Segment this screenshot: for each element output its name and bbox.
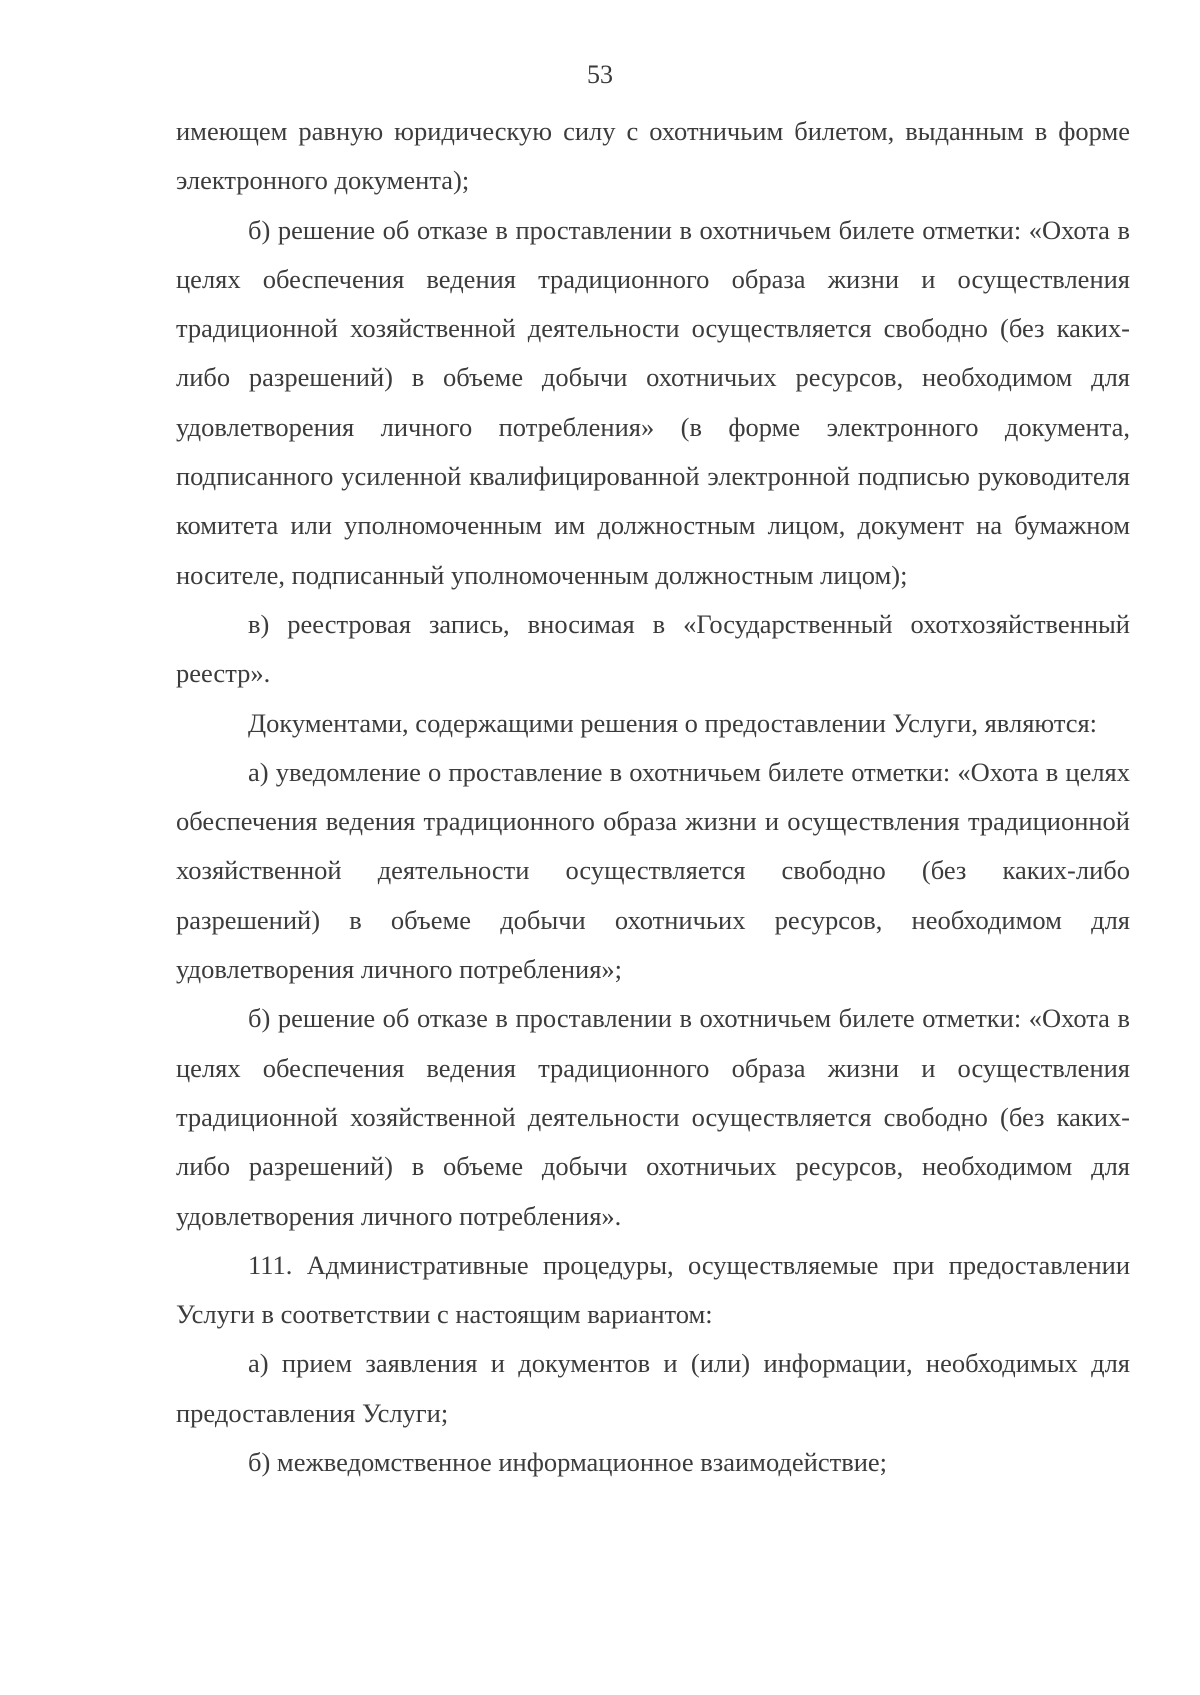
- paragraph-procedure-b: б) межведомственное информационное взаимодействие;: [248, 1447, 888, 1478]
- document-body: [176, 107, 1130, 1487]
- paragraph-continuation: имеющем равную юридическую силу с охотничьим билетом, выданным в форме электронного документа);: [176, 116, 1130, 196]
- paragraph-notification: а) уведомление о проставление в охотничьем билете отметки: «Охота в целях обеспечения ведения традиционного образа жизни и осуществления традиционной хозяйственной деятельности осуществляется свободно (без каких-либо разрешений) в объеме добычи охотничьих ресурсов, необходимом для удовлетворения личного потребления»;: [176, 756, 1130, 985]
- paragraph-refusal-decision: б) решение об отказе в проставлении в охотничьем билете отметки: «Охота в целях обеспечения ведения традиционного образа жизни и осуществления традиционной хозяйственной деятельности осуществляется свободно (без каких-либо разрешений) в объеме добычи охотничьих ресурсов, необходимом для удовлетворения личного потребления» (в форме электронного документа, подписанного усиленной квалифицированной электронной подписью руководителя комитета или уполномоченным им должностным лицом, документ на бумажном носителе, подписанный уполномоченным должностным лицом);: [176, 214, 1130, 590]
- paragraph-refusal-decision-2: б) решение об отказе в проставлении в охотничьем билете отметки: «Охота в целях обеспечения ведения традиционного образа жизни и осуществления традиционной хозяйственной деятельности осуществляется свободно (без каких-либо разрешений) в объеме добычи охотничьих ресурсов, необходимом для удовлетворения личного потребления».: [176, 1003, 1130, 1231]
- paragraph-decision-documents: Документами, содержащими решения о предоставлении Услуги, являются:: [248, 707, 1098, 738]
- page-number: 53: [587, 60, 613, 89]
- paragraph-section-111: 111. Административные процедуры, осуществляемые при предоставлении Услуги в соответствии с настоящим вариантом:: [176, 1249, 1130, 1330]
- paragraph-procedure-a: а) прием заявления и документов и (или) информации, необходимых для предоставления Услуги;: [176, 1348, 1130, 1428]
- paragraph-registry-record: в) реестровая запись, вносимая в «Государственный охотхозяйственный реестр».: [176, 608, 1130, 689]
